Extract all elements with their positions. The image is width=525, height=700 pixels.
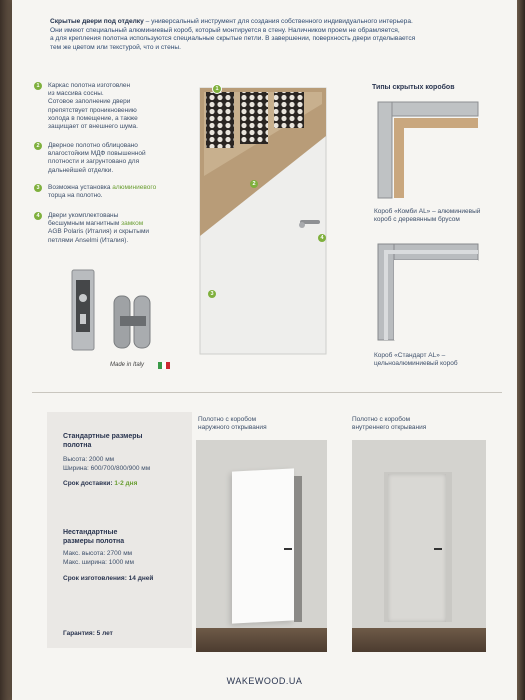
combi-al-caption — [374, 208, 480, 225]
feature-4-line: Двери укомплектованы — [48, 212, 119, 219]
feature-1-line: Каркас полотна изготовлен — [48, 82, 131, 89]
nonstandard-sizes-title — [63, 528, 124, 546]
inward-door-photo — [352, 440, 486, 652]
door-marker-3: 3 — [208, 290, 216, 298]
standard-al-caption-line: Короб «Стандарт AL» – — [374, 352, 446, 359]
feature-4-number: 4 — [34, 212, 42, 220]
feature-1-line: препятствует проникновению — [48, 106, 137, 114]
standard-sizes-title-line: полотна — [63, 442, 92, 449]
nonstandard-sizes-title-line: размеры полотна — [63, 538, 125, 545]
feature-1-line: Сотовое заполнение двери — [48, 98, 131, 106]
intro-line-1: – универсальный инструмент для создания собственного индивидуального интерьера. — [143, 18, 413, 25]
italy-flag-icon — [158, 362, 170, 369]
specs-box — [47, 412, 192, 648]
standard-al-caption — [374, 352, 458, 369]
photo-inward-caption-line: внутреннего открывания — [352, 424, 427, 432]
feature-2-line: дальнейшей отделки. — [48, 166, 114, 174]
standard-al-caption-line: цельноалюминиевый короб — [374, 360, 458, 368]
door-marker-1: 1 — [212, 84, 222, 94]
photo-outward-caption-line: наружного открывания — [198, 424, 267, 432]
photo-outward-caption — [198, 416, 267, 433]
feature-3-line: торца на полотно. — [48, 192, 103, 200]
standard-height: Высота: 2000 мм — [63, 456, 115, 463]
photo-inward-caption — [352, 416, 426, 433]
made-in-italy-label: Made in Italy — [110, 362, 145, 368]
delivery-label: Срок доставки: — [63, 480, 115, 487]
combi-al-caption-line: Короб «Комби AL» – алюминиевый — [374, 208, 481, 215]
feature-3-text: Возможна установка — [48, 184, 113, 191]
table-edge-right — [517, 0, 525, 700]
door-cutaway-illustration — [192, 80, 342, 360]
photo-inward-caption-line: Полотно с коробом — [352, 416, 411, 423]
feature-2-number: 2 — [34, 142, 42, 150]
warranty: Гарантия: 5 лет — [63, 630, 113, 637]
feature-3-number: 3 — [34, 184, 42, 192]
nonstandard-sizes-title-line: Нестандартные — [63, 529, 118, 536]
combi-al-frame-image — [374, 98, 484, 202]
intro-line-4: тем же цветом или текстурой, что и стены. — [50, 43, 181, 51]
section-divider — [32, 392, 502, 393]
feature-4-line: петлями Anselmi (Италия). — [48, 236, 129, 244]
frame-types-title: Типы скрытых коробов — [372, 84, 455, 91]
feature-1-line: защищает от внешнего шума. — [48, 123, 138, 131]
feature-1-line: холода в помещение, а также — [48, 114, 138, 122]
brochure-page — [12, 0, 517, 700]
lock-and-hinge-photo — [60, 258, 160, 358]
door-handle — [434, 548, 442, 550]
door-marker-4: 4 — [318, 234, 326, 242]
door-handle — [284, 548, 292, 550]
delivery-value: 1-2 дня — [114, 480, 138, 487]
production-time: Срок изготовления: 14 дней — [63, 575, 154, 582]
feature-4 — [34, 212, 184, 245]
intro-lead: Скрытые двери под отделку — [50, 18, 144, 25]
feature-3 — [34, 184, 184, 200]
max-height: Макс. высота: 2700 мм — [63, 550, 133, 557]
photo-outward-caption-line: Полотно с коробом — [198, 416, 257, 423]
feature-2-line: влагостойким МДФ повышенной — [48, 150, 146, 158]
feature-2-line: плотности и загрунтовано для — [48, 158, 140, 166]
max-width: Макс. ширина: 1000 мм — [63, 559, 134, 566]
wood-floor — [352, 628, 486, 652]
wood-floor — [196, 628, 327, 652]
feature-2-line: Дверное полотно облицовано — [48, 142, 138, 149]
standard-sizes-title — [63, 432, 142, 450]
feature-4-text: бесшумным магнитным — [48, 220, 122, 228]
feature-1-number: 1 — [34, 82, 42, 90]
website-footer: WAKEWOOD.UA — [226, 676, 303, 686]
table-edge-left — [0, 0, 12, 700]
standard-width: Ширина: 600/700/800/900 мм — [63, 465, 151, 472]
open-door-panel — [232, 468, 294, 623]
feature-1 — [34, 82, 184, 131]
intro-paragraph — [50, 18, 470, 52]
intro-line-3: а для крепления полотна используются специальные скрытые петли. В завершении, поверхность двери отделывается — [50, 35, 416, 43]
feature-4-highlight: замком — [121, 220, 144, 228]
feature-3-highlight: алюминиевого — [112, 184, 157, 191]
standard-al-frame-image — [374, 240, 484, 344]
door-marker-2: 2 — [250, 180, 258, 188]
outward-door-photo — [196, 440, 327, 652]
feature-2 — [34, 142, 184, 175]
feature-1-line: из массива сосны. — [48, 90, 104, 98]
door-frame-edge — [294, 476, 302, 622]
standard-sizes-title-line: Стандартные размеры — [63, 433, 143, 440]
combi-al-caption-line: короб с деревянным брусом — [374, 216, 460, 224]
delivery-time — [63, 480, 137, 488]
intro-line-2: Они имеют специальный алюминиевый короб, который монтируется в стену. Наличником проем не обрамляется, — [50, 26, 400, 34]
feature-4-line: AGB Polaris (Италия) и скрытыми — [48, 228, 150, 236]
